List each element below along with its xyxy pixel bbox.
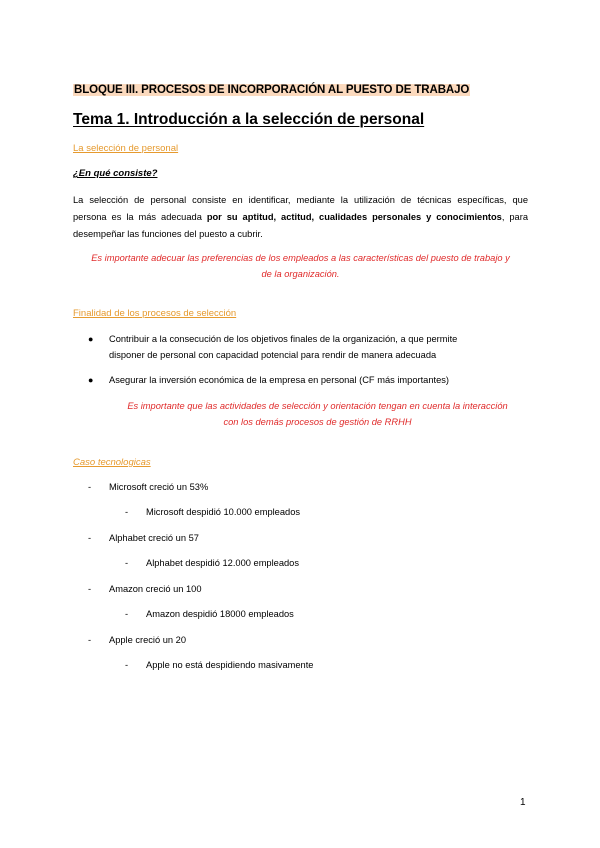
section-title-seleccion: La selección de personal <box>73 143 179 154</box>
important-note-2-line-1: Es importante que las actividades de selección y orientación tengan en cuenta la interacción <box>127 401 508 411</box>
dash-marker: - <box>88 482 92 492</box>
block-heading-text: BLOQUE III. PROCESOS DE INCORPORACIÓN AL PUESTO DE TRABAJO <box>74 84 470 96</box>
list-item-text: Microsoft creció un 53% <box>109 482 209 492</box>
sub-list-item-text: Apple no está despidiendo masivamente <box>146 660 314 670</box>
sub-list-item-text: Microsoft despidió 10.000 empleados <box>146 507 301 517</box>
list-item-text: Apple creció un 20 <box>109 635 187 645</box>
paragraph-line-2-end: , para <box>501 212 528 222</box>
important-note-1 <box>73 250 528 282</box>
list-item <box>88 331 528 363</box>
paragraph-bold-phrase: por su aptitud, actitud, cualidades personales y conocimientos <box>206 212 502 222</box>
dash-marker: - <box>88 584 92 594</box>
list-item-text: Alphabet creció un 57 <box>109 533 199 543</box>
dash-marker: - <box>125 660 129 670</box>
definition-paragraph <box>73 192 528 243</box>
paragraph-line-2-start: persona es la más adecuada <box>73 212 207 222</box>
bullet-icon: ● <box>88 375 94 385</box>
bullet-icon: ● <box>88 334 94 344</box>
section-title-finalidad: Finalidad de los procesos de selección <box>73 308 237 319</box>
dash-marker: - <box>125 507 129 517</box>
bullet-text-line-1: Contribuir a la consecución de los objetivos finales de la organización, a que permite <box>109 334 458 344</box>
important-note-1-line-2: de la organización. <box>261 269 340 279</box>
important-note-2 <box>95 398 540 430</box>
sub-list-item-text: Amazon despidió 18000 empleados <box>146 609 294 619</box>
bullet-text-line-2: disponer de personal con capacidad potencial para rendir de manera adecuada <box>109 350 437 360</box>
bullet-list <box>88 331 528 397</box>
bullet-text-line-1: Asegurar la inversión económica de la empresa en personal (CF más importantes) <box>109 375 450 385</box>
list-item <box>88 372 528 388</box>
dash-marker: - <box>125 609 129 619</box>
question-heading: ¿En qué consiste? <box>73 168 158 179</box>
paragraph-line-2 <box>73 209 528 226</box>
dash-marker: - <box>125 558 129 568</box>
paragraph-line-3: desempeñar las funciones del puesto a cubrir. <box>73 229 263 239</box>
topic-title-text: Tema 1. Introducción a la selección de personal <box>73 111 425 128</box>
important-note-2-line-2: con los demás procesos de gestión de RRHH <box>223 417 412 427</box>
paragraph-line-1: La selección de personal consiste en identificar, mediante la utilización de técnicas específicas, que <box>73 195 528 205</box>
dash-marker: - <box>88 533 92 543</box>
important-note-1-line-1: Es importante adecuar las preferencias de los empleados a las características del puesto de trabajo y <box>91 253 510 263</box>
topic-title <box>73 111 528 129</box>
section-title-caso: Caso tecnologicas <box>73 457 151 468</box>
block-heading <box>73 84 528 96</box>
sub-list-item-text: Alphabet despidió 12.000 empleados <box>146 558 299 568</box>
dash-marker: - <box>88 635 92 645</box>
page-number: 1 <box>520 797 526 808</box>
list-item-text: Amazon creció un 100 <box>109 584 202 594</box>
